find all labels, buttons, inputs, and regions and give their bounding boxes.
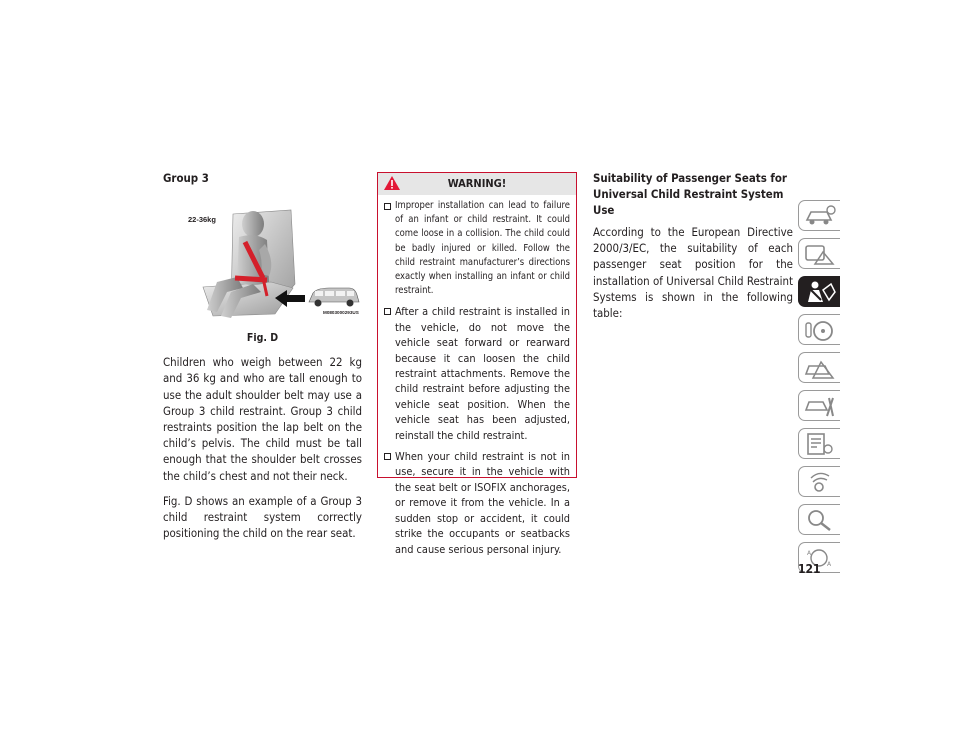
tab-emergency[interactable] xyxy=(798,352,840,383)
warning-item xyxy=(384,304,570,443)
paragraph: Children who weigh between 22 kg and 36 kg and who are tall enough to use the adult shoulder belt may use a Group 3 child restraint. Group 3 child restraints position the lap belt on the child’s pelvis. The child must be tall enough that the shoulder belt crosses the child’s chest and not their neck. xyxy=(163,355,362,483)
paragraph: Fig. D shows an example of a Group 3 child restraint system correctly positioning the child on the rear seat. xyxy=(163,493,362,541)
figure-caption: Fig. D xyxy=(246,332,279,344)
tab-starting-driving[interactable] xyxy=(798,314,840,345)
section-heading-group-3: Group 3 xyxy=(163,171,209,185)
warning-header xyxy=(378,173,576,195)
tab-safety[interactable] xyxy=(798,276,840,307)
right-column xyxy=(593,170,793,330)
starting-driving-icon xyxy=(803,318,837,342)
search-index-icon xyxy=(803,508,837,532)
child-seat-illustration xyxy=(163,192,362,330)
safety-seat-icon xyxy=(803,280,837,304)
tab-car-info[interactable] xyxy=(798,200,840,231)
warning-item-text: When your child restraint is not in use, secure it in the vehicle with the seat belt or ISOFIX anchorages, or remove it from the vehicle. In a sudden stop or accident, it could strike the occupants or seatbacks and cause serious personal injury. xyxy=(395,450,570,556)
multimedia-icon xyxy=(803,470,837,494)
warning-item-text: Improper installation can lead to failure of an infant or child restraint. It could come loose in a collision. The child could be badly injured or killed. Follow the child restraint manufacturer’s directions exactly when installing an infant or child restraint. xyxy=(395,200,570,297)
car-info-icon xyxy=(803,204,837,228)
svg-text:A: A xyxy=(807,550,812,557)
figure-d xyxy=(163,192,362,330)
specifications-icon xyxy=(803,432,837,456)
tab-multimedia[interactable] xyxy=(798,466,840,497)
checkbox-bullet-icon xyxy=(384,453,391,460)
service-icon xyxy=(803,394,837,418)
paragraph: According to the European Directive 2000/3/EC, the suitability of each passenger seat position for the installation of Universal Child Restraint Systems is shown in the following table: xyxy=(593,225,793,321)
tab-search-index[interactable] xyxy=(798,504,840,535)
tab-specifications[interactable] xyxy=(798,428,840,459)
checkbox-bullet-icon xyxy=(384,308,391,315)
warning-list xyxy=(378,195,576,557)
image-code: M0803000293US xyxy=(323,310,359,315)
warning-box xyxy=(377,172,577,556)
tab-service[interactable] xyxy=(798,390,840,421)
dashboard-warning-icon xyxy=(803,242,837,266)
emergency-icon xyxy=(803,356,837,380)
page-number: 121 xyxy=(798,562,821,576)
warning-item xyxy=(384,449,570,557)
warning-item xyxy=(384,199,570,298)
weight-label: 22-36kg xyxy=(188,215,216,224)
tab-dashboard[interactable] xyxy=(798,238,840,269)
warning-item-text: After a child restraint is installed in the vehicle, do not move the vehicle seat forward or rearward because it can loosen the child restraint attachments. Remove the child restraint before adjusting the vehicle seat position. When the vehicle seat has been adjusted, reinstall the child restraint. xyxy=(395,305,570,442)
checkbox-bullet-icon xyxy=(384,203,391,210)
chapter-tabs xyxy=(798,200,840,580)
warning-triangle-icon xyxy=(383,175,401,191)
vehicle-icon xyxy=(309,288,359,307)
left-column xyxy=(163,170,362,550)
warning-title: WARNING! xyxy=(447,177,507,190)
svg-text:A: A xyxy=(827,561,832,568)
section-heading-suitability: Suitability of Passenger Seats for Universal Child Restraint System Use xyxy=(593,171,787,217)
